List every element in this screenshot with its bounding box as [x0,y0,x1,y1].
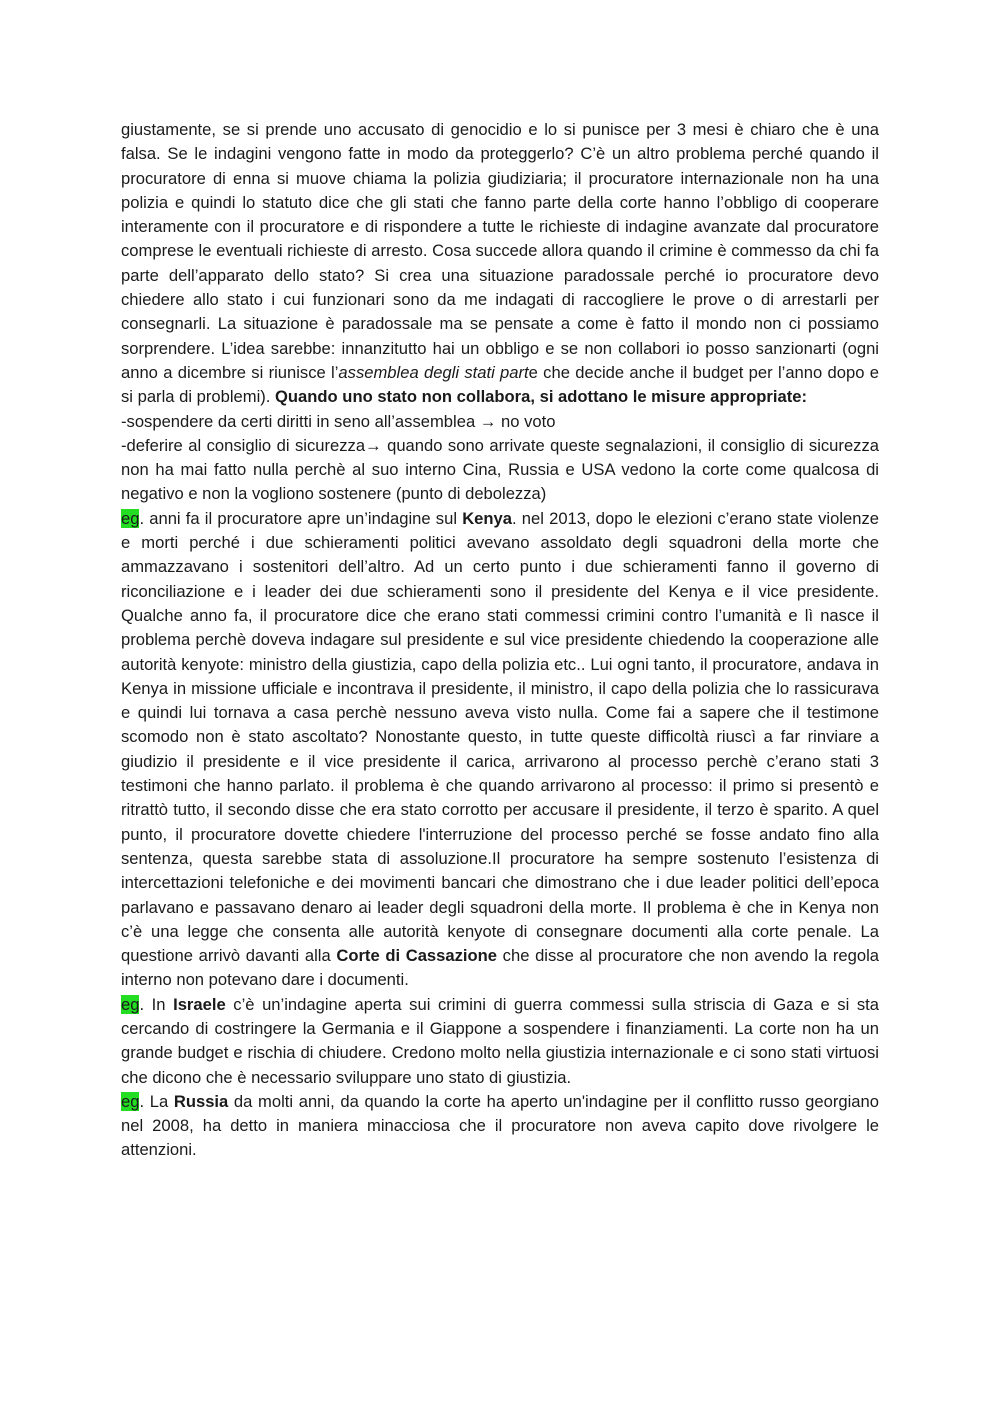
cassazione-bold: Corte di Cassazione [336,946,498,966]
example-tag: eg [121,508,140,528]
intro-text: giustamente, se si prende uno accusato di genocidio e lo si punisce per 3 mesi è chiaro che è una falsa. Se le indagini vengono fatte in modo da proteggerlo? C’è un altro problema perché quando il procuratore di enna si muove chiama la polizia giudiziaria; il procuratore internazionale non ha una polizia e quindi lo statuto dice che gli stati che fanno parte della corte hanno l’obbligo di cooperare interamente con il procuratore e di rispondere a tutte le richieste di indagine avanzate dal procuratore comprese le eventuali richieste di arresto. Cosa succede allora quando il crimine è commesso da chi fa parte dell’apparato dello stato? Si crea una situazione paradossale perché io procuratore devo chiedere allo stato i cui funzionari sono da me indagati di raccogliere le prove o di arrestarli per consegnarli. La situazione è paradossale ma se pensate a come è fatto il mondo non ci possiamo sorprendere. L’idea sarebbe: innanzitutto hai un obbligo e se non collabori io posso sanzionarti (ogni anno a dicembre si riunisce l’ [121,120,879,382]
document-page [121,118,879,1163]
intro-italic-text: assemblea degli stati part [338,362,529,382]
russia-bold: Russia [173,1091,229,1111]
list-item-suspend: -sospendere da certi diritti in seno all’assemblea → no voto [121,411,556,431]
kenya-text-1: . anni fa il procuratore apre un’indagine sul [139,508,463,528]
kenya-text-3: che disse al procuratore che non avendo la regola interno non potevano dare i documenti. [121,946,879,990]
intro-bold-text: Quando uno stato non collabora, si adottano le misure appropriate: [275,387,807,407]
kenya-text-2: . nel 2013, dopo le elezioni c’erano state violenze e morti perché i due schieramenti politici avevano assoldato degli squadroni della morte che ammazzavano i sostenitori dell’altro. Ad un certo punto i due schieramenti fanno il governo di riconciliazione e i leader dei due schieramenti sono il presidente del Kenya e il vice presidente. Qualche anno fa, il procuratore dice che erano stati commessi crimini contro l’umanità e lì nasce il problema perchè doveva indagare sul presidente e sul vice presidente chiedendo la cooperazione alle autorità kenyote: ministro della giustizia, capo della polizia etc.. Lui ogni tanto, il procuratore, andava in Kenya in missione ufficiale e incontrava il presidente, il ministro, il capo della polizia che lo rassicurava e quindi lui tornava a casa perchè nessuno aveva visto nulla. Come fai a sapere che il testimone scomodo non è stato ascoltato? Nonostante questo, in tutte queste difficoltà riuscì a far rinviare a giudizio il presidente e il vice presidente il carica, arrivarono al processo perchè c’erano stati 3 testimoni che hanno parlato. il problema è che quando arrivarono al processo: il primo si presentò e ritrattò tutto, il secondo disse che era stato corrotto per accusare il presidente, il terzo è sparito. A quel punto, il procuratore dovette chiedere l'interruzione del processo perché se fosse andato fino alla sentenza, questa sarebbe stata di assoluzione.Il procuratore ha sempre sostenuto l’esistenza di intercettazioni telefoniche e dei movimenti bancari che dimostrano che i due leader politici dell’epoca parlavano e passavano denaro ai leader degli squadroni della morte. Il problema è che in Kenya non c’è una legge che consenta alle autorità kenyote di consegnare documenti alla corte penale. La questione arrivò davanti alla [121,508,880,966]
paragraph-example-russia [121,1090,879,1163]
list-item-security-council: -deferire al consiglio di sicurezza→ quando sono arrivate queste segnalazioni, il consiglio di sicurezza non ha mai fatto nulla perchè al suo interno Cina, Russia e USA vedono la corte come qualcosa di negativo e non la vogliono sostenere (punto di debolezza) [121,435,879,504]
paragraph-example-kenya [121,507,879,993]
israel-text-1: . In [139,994,174,1014]
kenya-bold: Kenya [462,508,512,528]
example-tag: eg [121,994,140,1014]
russia-text-2: da molti anni, da quando la corte ha aperto un'indagine per il conflitto russo georgiano nel 2008, ha detto in maniera minacciosa che il procuratore non aveva capito dove rivolgere le attenzioni. [121,1091,879,1160]
israel-bold: Israele [173,994,226,1014]
example-tag: eg [121,1091,140,1111]
intro-text-continued: e che decide anche il budget per l’anno dopo e si parla di problemi). [121,362,879,407]
israel-text-2: c’è un’indagine aperta sui crimini di guerra commessi sulla striscia di Gaza e si sta cercando di costringere la Germania e il Giappone a sospendere i finanziamenti. La corte non ha un grande budget e rischia di chiudere. Credono molto nella giustizia internazionale e ci sono stati virtuosi che dicono che è necessario sviluppare uno stato di giustizia. [121,994,879,1087]
russia-text-1: . La [139,1091,174,1111]
paragraph-intro [121,118,879,410]
paragraph-example-israel [121,993,879,1090]
